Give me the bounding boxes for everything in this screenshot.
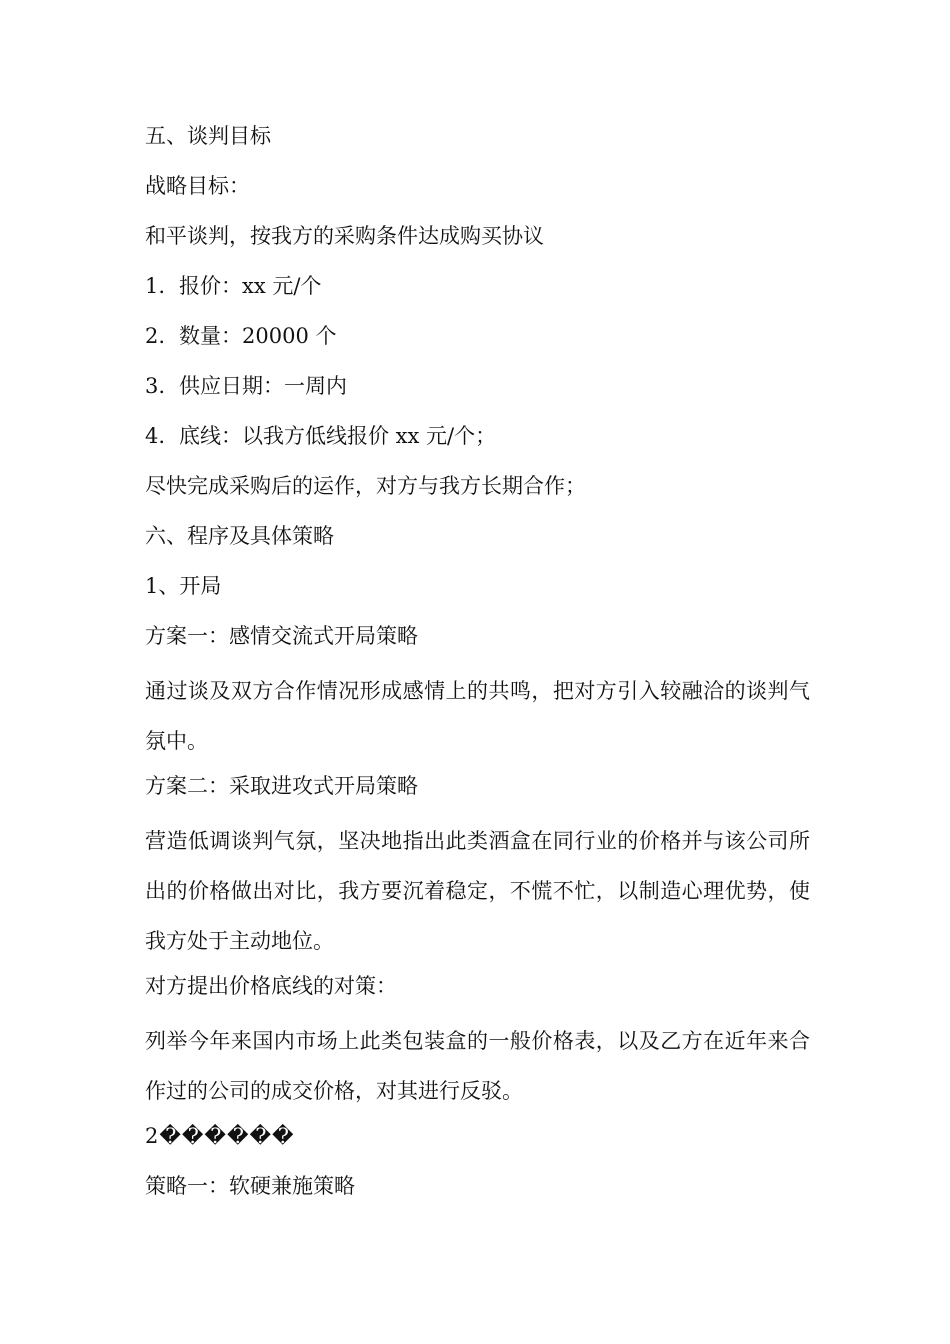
- goal-item-number: 3.: [145, 374, 166, 398]
- goal-item-number: 2.: [145, 324, 166, 348]
- goal-item-delivery: [145, 366, 810, 416]
- strategic-goal-text: 和平谈判，按我方的采购条件达成购买协议: [145, 224, 544, 248]
- goal-item-text: 数量：20000 个: [179, 324, 337, 348]
- goal-item-text: 报价：xx 元/个: [179, 274, 322, 298]
- goal-item-number: 1.: [145, 274, 166, 298]
- goal-item-number: 4.: [145, 424, 166, 448]
- counter-text: 列举今年来国内市场上此类包装盒的一般价格表，以及乙方在近年来合作过的公司的成交价格，对其进行反驳。: [145, 1029, 810, 1103]
- goal-item-price: [145, 266, 810, 316]
- plan2-title: 方案二：采取进攻式开局策略: [145, 774, 418, 798]
- strategic-goal-label: 战略目标：: [145, 174, 250, 198]
- plan1-text: 通过谈及双方合作情况形成感情上的共鸣，把对方引入较融洽的谈判气氛中。: [145, 679, 810, 753]
- long-term-text: 尽快完成采购后的运作，对方与我方长期合作；: [145, 474, 586, 498]
- strategy1-title: 策略一：软硬兼施策略: [145, 1174, 355, 1198]
- plan2-text: 营造低调谈判气氛，坚决地指出此类酒盒在同行业的价格并与该公司所出的价格做出对比，我方要沉着稳定，不慌不忙，以制造心理优势，使我方处于主动地位。: [145, 829, 810, 953]
- subheading-opening: 1、开局: [145, 574, 222, 598]
- goal-item-text: 底线：以我方低线报价 xx 元/个；: [179, 424, 497, 448]
- goal-item-bottom-line: [145, 416, 810, 466]
- subheading-section2: 2������: [145, 1124, 295, 1148]
- section-heading-goals: 五、谈判目标: [145, 124, 271, 148]
- plan1-title: 方案一：感情交流式开局策略: [145, 624, 418, 648]
- goal-item-quantity: [145, 316, 810, 366]
- counter-title: 对方提出价格底线的对策：: [145, 974, 397, 998]
- section-heading-procedure: 六、程序及具体策略: [145, 524, 334, 548]
- document-body: [145, 116, 810, 1216]
- goal-item-text: 供应日期：一周内: [179, 374, 347, 398]
